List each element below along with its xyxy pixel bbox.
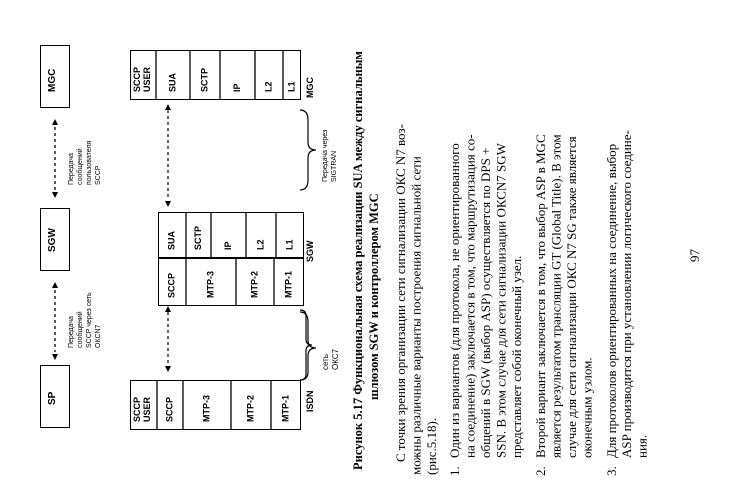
isdn-stack-cell: SCCP USER (132, 396, 152, 422)
sua-peer-arrowhead-right (165, 201, 171, 207)
sp-sgw-arrowhead-down (52, 354, 58, 360)
sigtran-brace-label-line: SIGTRAN (331, 150, 338, 182)
mgc-stack-cell: IP (232, 83, 242, 92)
list-item-line: Второй вариант заключается в том, что выбор ASP в MGC (533, 134, 549, 458)
intro-line: можны различные варианты построения сигнальной сети (408, 156, 424, 475)
arrow-caption-left-line: Передача (68, 316, 75, 348)
list-item-line: представляет собой оконечный узел. (508, 255, 524, 458)
list-item-line: является результатом трансляции GT (Global Title). В этом (548, 134, 564, 458)
sp-sgw-arrowhead-up (52, 282, 58, 288)
sgw-left-stack-cell: MTP-1 (283, 271, 294, 298)
intro-line: С точки зрения организации сети сигнализации ОКС N7 воз- (393, 123, 408, 462)
isdn-label: ISDN (305, 390, 315, 412)
mgc-stack-label: MGC (305, 77, 315, 98)
figure-caption-line-1: Рисунок 5.17 Функциональная схема реализации SUA между сигнальным (351, 51, 365, 470)
sgw-label: SGW (47, 228, 58, 252)
page-number: 97 (687, 249, 702, 262)
intro-line: (рис.5.18). (423, 417, 439, 475)
list-item-line: Для протоколов ориентированных на соединение, выбор (603, 143, 619, 458)
arrow-caption-left-line: сообщений (77, 311, 84, 348)
sp-label: SP (47, 391, 58, 405)
arrow-caption-right-line: пользователя (86, 140, 93, 185)
list-item-line: ния. (634, 434, 650, 458)
okc7-brace-label-line: сеть (321, 353, 330, 370)
arrow-caption-left-line: SCCP через сеть (86, 292, 93, 348)
mgc-stack-frame (130, 50, 301, 100)
sgw-left-stack-frame (158, 258, 304, 306)
sgw-stack-label: SGW (305, 240, 315, 262)
sgw-right-stack-cell: L2 (255, 239, 266, 250)
isdn-stack-cell: MTP-1 (280, 395, 291, 422)
sigtran-brace-curve (300, 110, 316, 190)
mgc-stack-cell: L2 (263, 81, 274, 92)
list-item-line: Один из вариантов (для протокола, не ориентированного (447, 143, 463, 458)
list-item-line: SSN. В этом случае для сети сигнализации ОКСN7 SGW (493, 143, 509, 458)
isdn-stack-cell: MTP-2 (245, 395, 256, 422)
sigtran-brace-label-line: Передача через (322, 129, 329, 182)
sgw-right-stack-cell: SUA (166, 230, 177, 250)
list-item-number: 1. (447, 466, 463, 476)
arrow-caption-right-line: SCCP (95, 165, 102, 185)
list-item-number: 2. (533, 466, 549, 476)
sgw-mgc-arrowhead-up (52, 119, 58, 125)
sgw-right-stack-cell: SCTP (193, 225, 203, 250)
sccp-peer-arrowhead-left (165, 306, 171, 312)
sgw-left-stack-cell: MTP-2 (249, 271, 260, 298)
list-item-line: оконечным узлом. (579, 357, 595, 458)
sccp-peer-arrowhead-right (165, 366, 171, 372)
list-item-line: на соединение) заключается в том, что маршрутизация со- (462, 134, 478, 458)
okc7-brace (300, 310, 312, 380)
sgw-left-stack-cell: MTP-3 (205, 271, 216, 298)
list-item-line: общений в SGW (выбор ASP) осуществляется по DPS + (478, 147, 493, 458)
mgc-stack-cell: SCCP USER (132, 66, 152, 92)
mgc-label: MGC (47, 68, 58, 92)
arrow-caption-left-line: ОКСN7 (95, 324, 102, 348)
list-item-line: случае для сети сигнализации ОКС N7 SG также является (564, 136, 579, 458)
sua-peer-arrowhead-left (165, 104, 171, 110)
sgw-right-stack-cell: L1 (284, 239, 295, 250)
figure-caption-line-2: шлюзом SGW и контроллером MGC (367, 193, 381, 400)
list-item-line: ASP производится при установлении логического соедине- (619, 130, 635, 458)
mgc-stack-cell: SUA (167, 72, 178, 92)
isdn-stack-cell: SCCP (164, 396, 175, 422)
isdn-stack-frame (130, 380, 301, 430)
mgc-stack-cell: L1 (286, 81, 297, 92)
sgw-left-stack-cell: SCCP (166, 272, 177, 298)
sgw-right-stack-cell: IP (223, 241, 233, 250)
arrow-caption-right-line: сообщений (77, 148, 84, 185)
mgc-stack-cell: SCTP (199, 67, 210, 92)
list-item-number: 3. (603, 466, 619, 476)
isdn-stack-cell: MTP-3 (201, 395, 212, 422)
sgw-mgc-arrowhead-down (52, 192, 58, 198)
sgw-right-stack-frame (158, 212, 304, 258)
arrow-caption-right-line: Передача (68, 153, 75, 185)
okc7-brace-label-line: ОКС7 (331, 348, 340, 370)
